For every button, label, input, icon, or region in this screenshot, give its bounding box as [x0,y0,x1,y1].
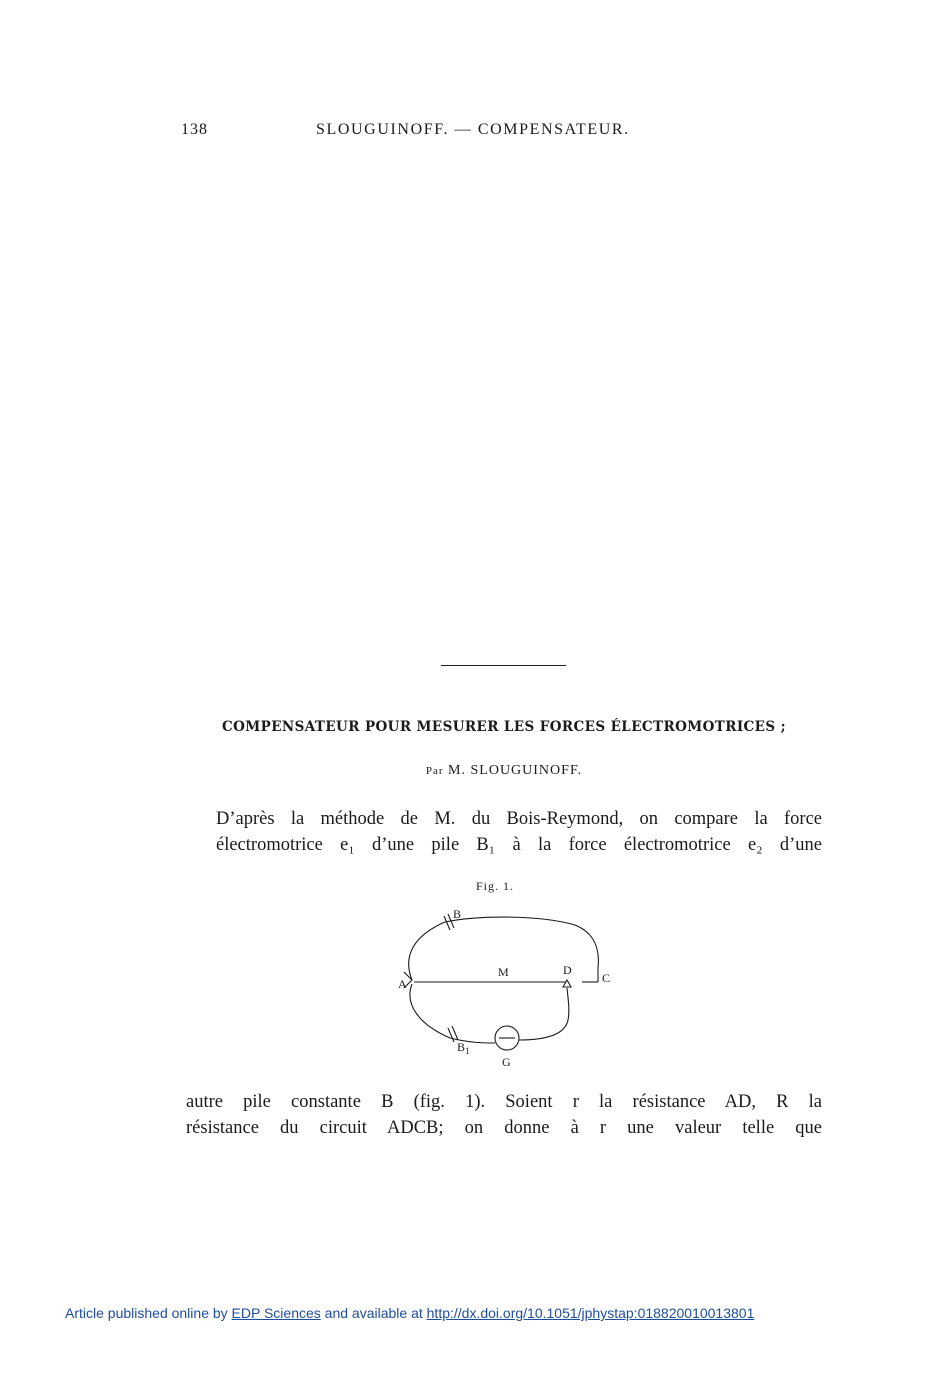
label-m: M [498,965,509,979]
footer-middle: and available at [324,1305,423,1321]
label-b1: B [457,1040,466,1054]
label-g: G [502,1055,511,1069]
body-line: D’après la méthode de M. du Bois-Reymond, on compare la force [216,809,822,829]
body-paragraph-2 [186,1089,822,1141]
circuit-diagram [390,900,620,1075]
body-paragraph-1 [186,806,822,858]
label-b1-subscript: 1 [465,1046,470,1056]
footer-prefix: Article published online by [65,1305,228,1321]
figure-caption: Fig. 1. [476,879,515,893]
section-divider [441,665,566,666]
byline-author: M. SLOUGUINOFF. [448,763,583,778]
body-line: autre pile constante B (fig. 1). Soient r la résistance AD, R la [186,1092,822,1112]
battery-b [444,916,450,930]
slider-d [563,980,571,987]
byline-prefix: Par [425,765,444,777]
byline [186,763,822,779]
lower-wire [410,984,495,1043]
label-d: D [563,963,572,977]
page-number: 138 [181,121,208,138]
article-title: COMPENSATEUR POUR MESURER LES FORCES ÉLECTROMOTRICES ; [222,719,786,735]
body-line: électromotrice e₁ d’une pile B₁ à la force électromotrice e₂ d’une [216,835,822,855]
body-line: résistance du circuit ADCB; on donne à r une valeur telle que [186,1118,822,1138]
label-b: B [453,907,462,921]
publication-footer [65,1305,754,1321]
doi-link[interactable]: http://dx.doi.org/10.1051/jphystap:018820010013801 [426,1305,755,1321]
battery-b1 [448,1028,454,1042]
label-c: C [602,971,611,985]
label-a: A [398,977,407,991]
publisher-link[interactable]: EDP Sciences [231,1305,321,1321]
running-head: SLOUGUINOFF. — COMPENSATEUR. [316,121,630,138]
